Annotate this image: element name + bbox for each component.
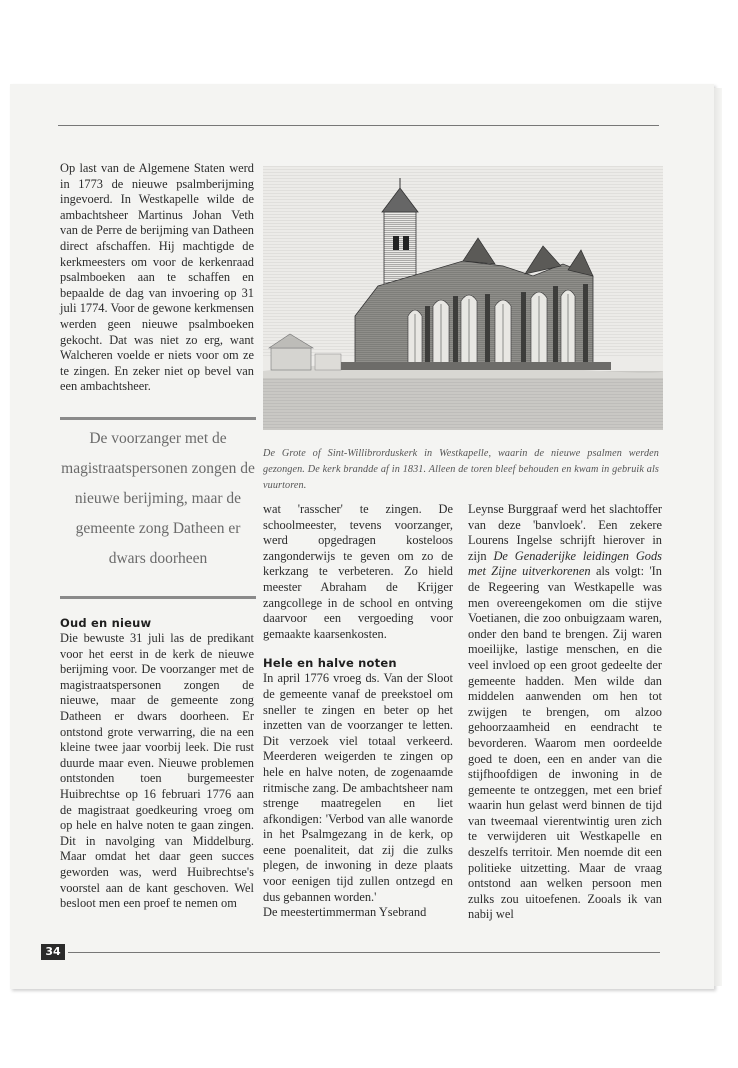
section-heading: Hele en halve noten	[263, 656, 397, 671]
final-line: De meestertimmerman Ysebrand	[263, 905, 427, 920]
church-engraving	[263, 166, 663, 430]
intro-paragraph: Op last van de Algemene Staten werd in 1773 de nieuwe psalmberijming ingevoerd. In Westkapelle wilde de ambachtsheer Martinus Johan Veth van de Perre de berijming van Datheen direct afschaffen. Hij machtigde de kerkmeesters om voor de kerkenraad psalmboeken aan te schaffen en bepaalde de dag van invoering op 31 juli 1774. Voor de gewone kerkmensen werden geen nieuwe psalmboeken gekocht. Dat was niet zo erg, want Walcheren voelde er niets voor om ze te zingen. En zeker niet op bevel van een ambachtsheer.	[60, 161, 254, 394]
church-engraving-icon	[263, 166, 663, 430]
figure-caption: De Grote of Sint-Willibrorduskerk in Westkapelle, waarin de nieuwe psalmen werden gezongen. De kerk brandde af in 1831. Alleen de toren bleef behouden en kwam in gebruik als vuurtoren.	[263, 448, 659, 492]
section-text: Die bewuste 31 juli las de predikant voor het eerst in de kerk de nieuwe berijming voor. De voorzanger met de magistraatspersonen zongen de nieuwe, maar de gemeente zong Datheen er dwars doorheen. Er ontstond grote verwarring, die na een kleine twee jaar voorbij leek. Die rust duurde maar even. Nieuwe problemen ontstonden toen burgemeester Huibrechtse op 16 februari 1776 aan de magistraat goedkeuring vroeg om op hele en halve noten te gaan zingen. Dit in navolging van Middelburg. Maar omdat het daar geen succes geworden was, werd Huibrechtse's voorstel aan de kant geschoven. Wel besloot men een proef te nemen om	[60, 631, 254, 911]
top-rule	[58, 125, 659, 126]
section-text: In april 1776 vroeg ds. Van der Sloot de gemeente vanaf de preekstoel om sneller te zingen en beter op het inzetten van de voorzanger te letten. Dit verzoek viel totaal verkeerd. Meerderen weigerden te zingen op hele en halve noten, de zogenaamde ritmische zang. De ambachtsheer nam strenge maatregelen en liet afkondigen: 'Verbod van alle wanorde in het Psalmgezang in de kerk, op eene poenaliteit, dat zij die zulks plegen, de inwoning in deze plaats voor eenigen tijd zullen ontzegd en dus gebannen worden.'	[263, 671, 453, 904]
pull-quote-text: De voorzanger met de magistraatspersonen zongen de nieuwe berijming, maar de gemeente zong Datheen er dwars doorheen	[61, 430, 255, 567]
book-title: De Genaderijke leidingen Gods met Zijne uitverkorenen	[468, 548, 662, 579]
pull-quote	[60, 417, 256, 599]
text-after-title: als volgt: 'In de Regeering van Westkapelle was men overeengekomen om die stijve Voetianen, die zoo onbuigzaam waren, onder den band te brengen. Zij waren moeilijke, lastige menschen, en die veel invloed op een groot gedeelte der gemeente hadden. Men wilde dan middelen aanwenden om hen tot zwijgen te brengen, om alzoo gehoorzaamheid en eendracht te bevorderen. Waarom men oordeelde goed te doen, een en ander van die stijfhoofdigen de inwoning in de gemeente te ontzeggen, met een brief waarin hun gelast werd binnen de tijd van tweemaal vierentwintig uren zich te verwijderen uit Westkapelle en deszelfs territoir. Men noemde dit een politieke uitzetting. Maar de vraag ontstond aan welken persoon men zulks zou uitoefenen. Zooals ik van nabij wel	[468, 564, 662, 922]
right-column	[468, 502, 662, 923]
page-edge	[714, 88, 722, 986]
continuation-text: wat 'rasscher' te zingen. De schoolmeester, tevens voorzanger, werd opgedragen kosteloos zangonderwijs te geven om zo de kerkzang te verbeteren. Zo hield meester Abraham de Krijger zangcollege in de school en ontving daarvoor een vergoeding voor gemaakte kaarsenkosten.	[263, 502, 453, 641]
magazine-page	[10, 84, 714, 989]
middle-column	[263, 502, 453, 921]
section-heading: Oud en nieuw	[60, 616, 152, 630]
page-number: 34	[41, 944, 65, 960]
section-oud-en-nieuw	[60, 616, 254, 912]
intro-column	[60, 161, 254, 395]
text-before-title: Leynse Burggraaf werd het slachtoffer van deze 'banvloek'. Een zekere Lourens Ingelse schrijft hierover in zijn	[468, 502, 662, 563]
bottom-rule	[68, 952, 660, 953]
right-column-text	[468, 502, 662, 923]
